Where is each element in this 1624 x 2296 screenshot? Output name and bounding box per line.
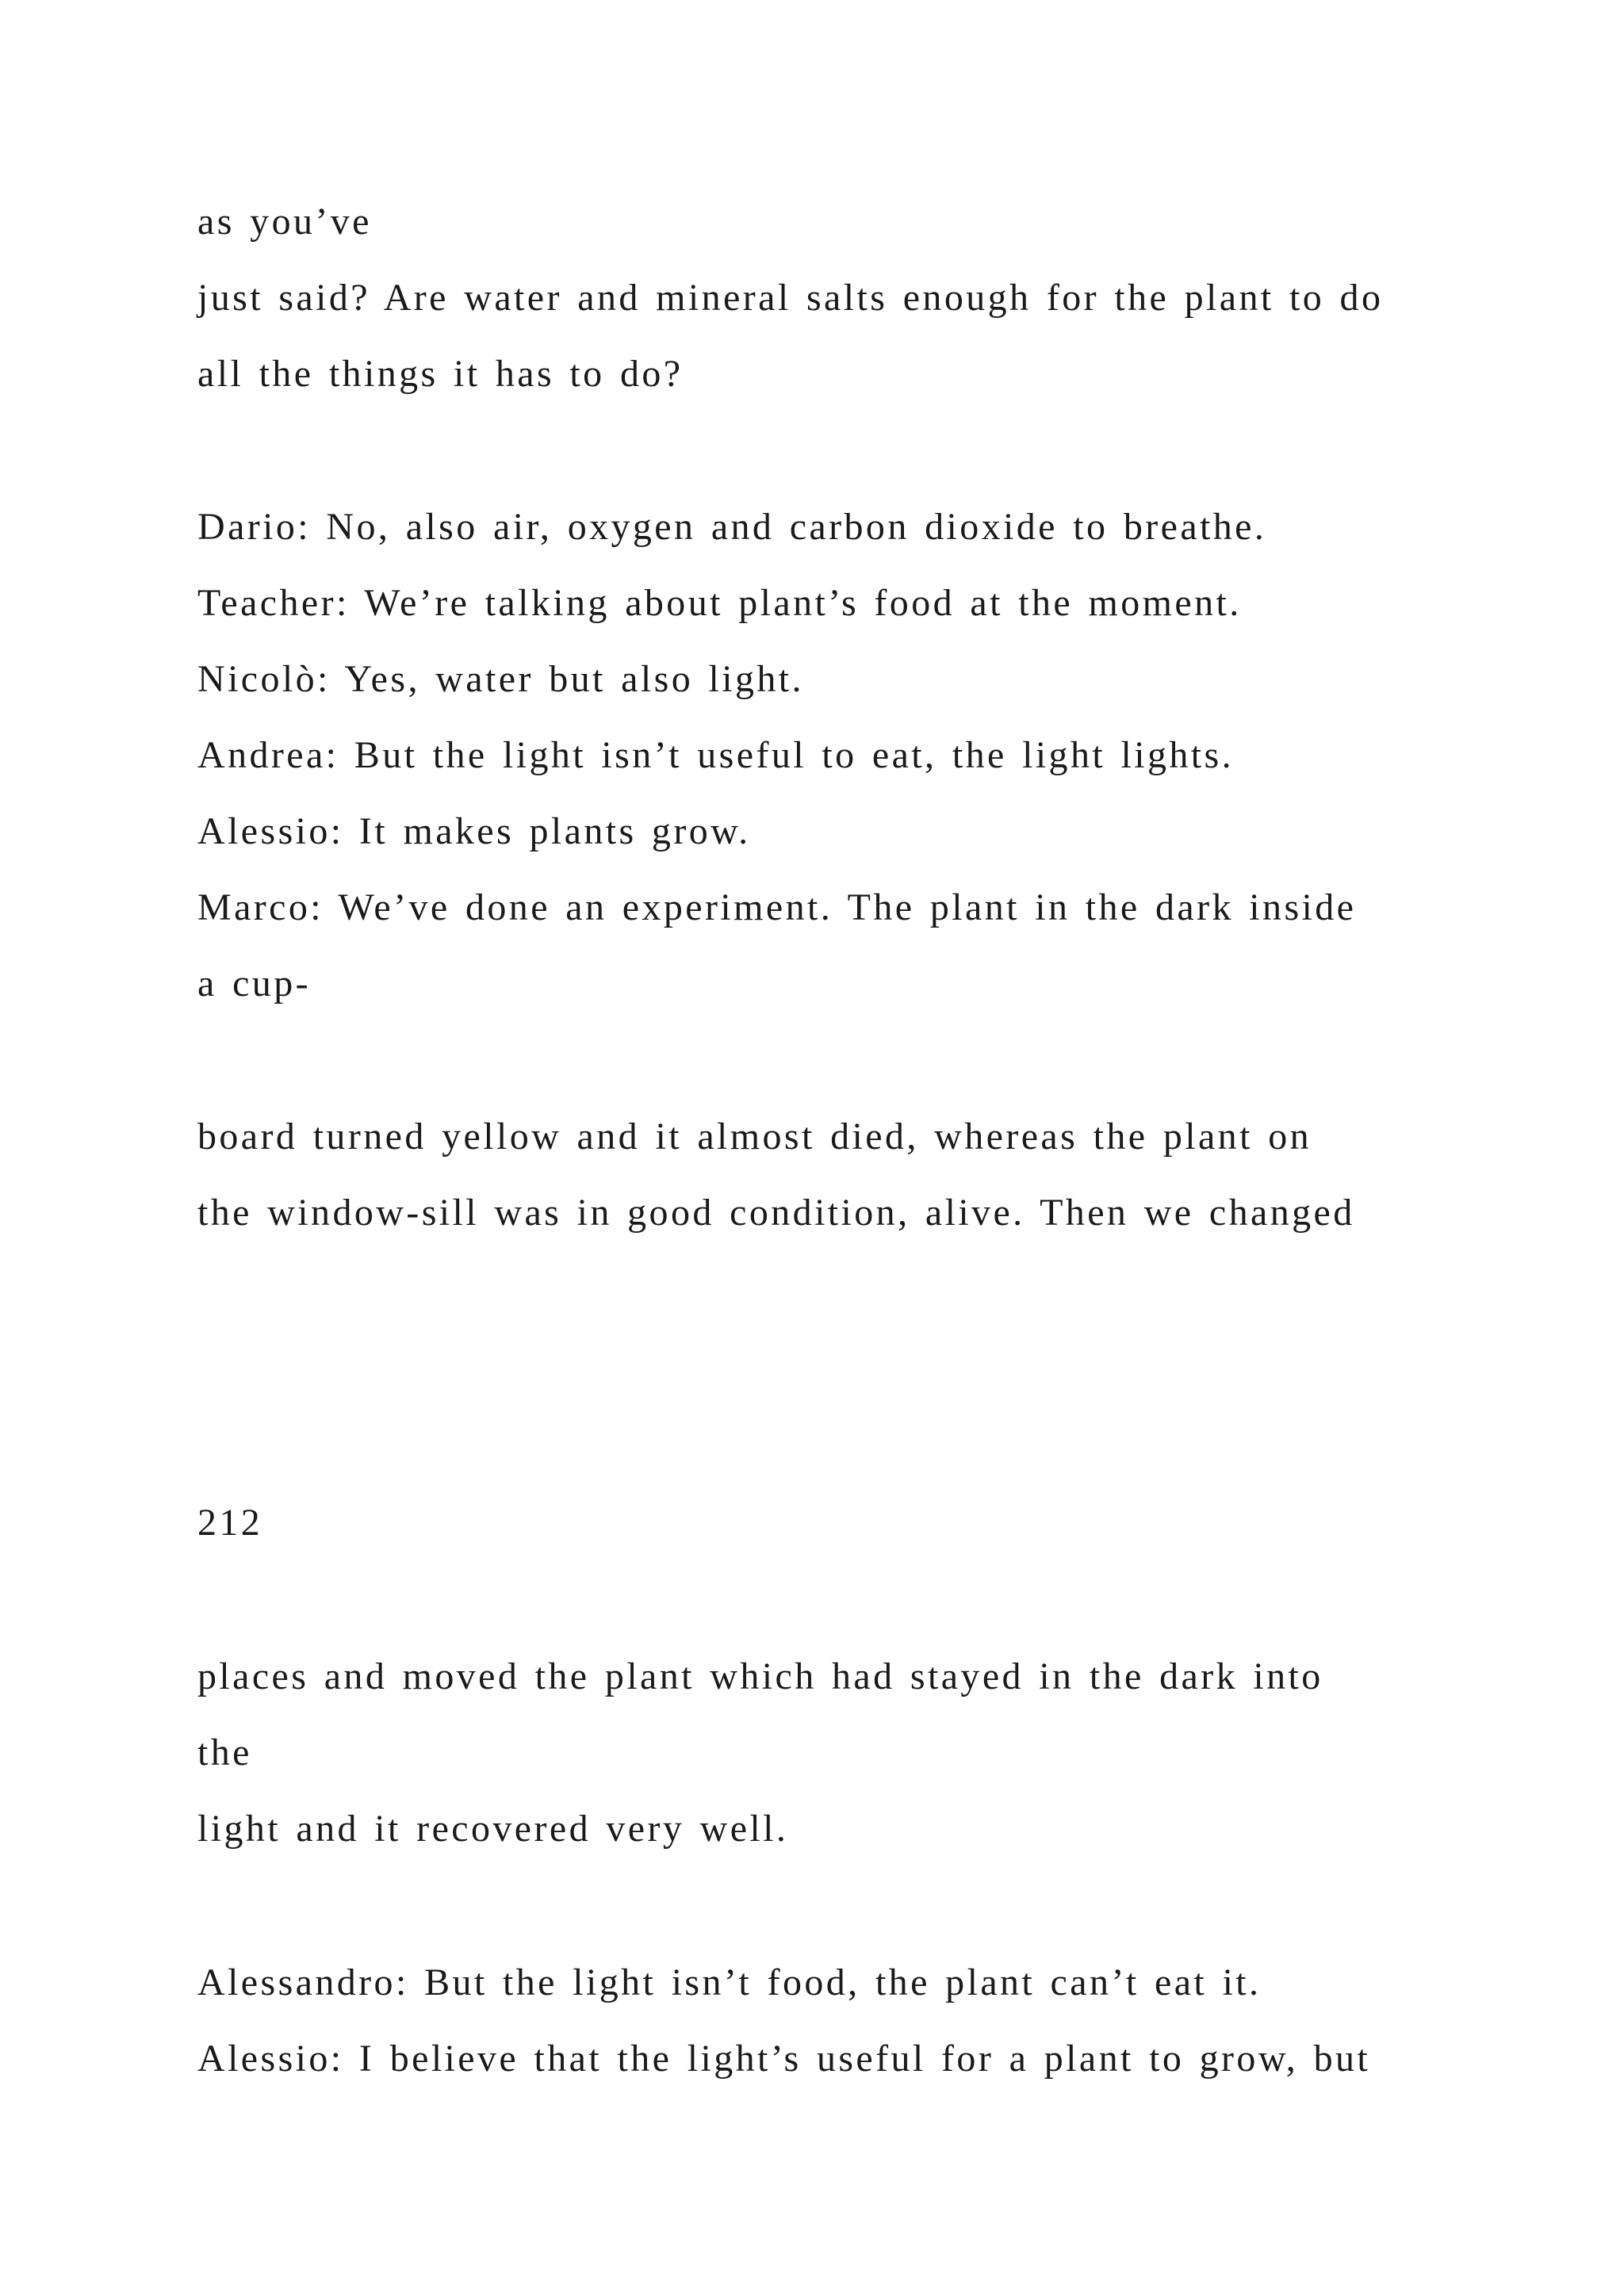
dialogue-line: Alessio: It makes plants grow.: [197, 810, 751, 852]
text-line: board turned yellow and it almost died, whereas the plant on: [197, 1115, 1312, 1158]
dialogue-line: Nicolò: Yes, water but also light.: [197, 658, 804, 700]
text-line: the window-sill was in good condition, alive. Then we changed: [197, 1192, 1355, 1234]
dialogue-line: Teacher: We’re talking about plant’s food at the moment.: [197, 582, 1242, 624]
text-line: the: [197, 1732, 252, 1774]
text-line: just said? Are water and mineral salts enough for the plant to do: [197, 277, 1384, 319]
text-line: light and it recovered very well.: [197, 1808, 789, 1850]
text-line: all the things it has to do?: [197, 353, 684, 395]
dialogue-line: Dario: No, also air, oxygen and carbon dioxide to breathe.: [197, 506, 1267, 548]
page-number: 212: [197, 1502, 263, 1544]
dialogue-line: Alessandro: But the light isn’t food, the plant can’t eat it.: [197, 1961, 1262, 2003]
dialogue-line: a cup-: [197, 962, 311, 1004]
dialogue-line: Andrea: But the light isn’t useful to eat, the light lights.: [197, 734, 1234, 776]
dialogue-line: Alessio: I believe that the light’s useful for a plant to grow, but: [197, 2038, 1371, 2080]
text-line: as you’ve: [197, 201, 372, 243]
text-line: places and moved the plant which had stayed in the dark into: [197, 1655, 1323, 1697]
dialogue-line: Marco: We’ve done an experiment. The plant in the dark inside: [197, 886, 1357, 928]
